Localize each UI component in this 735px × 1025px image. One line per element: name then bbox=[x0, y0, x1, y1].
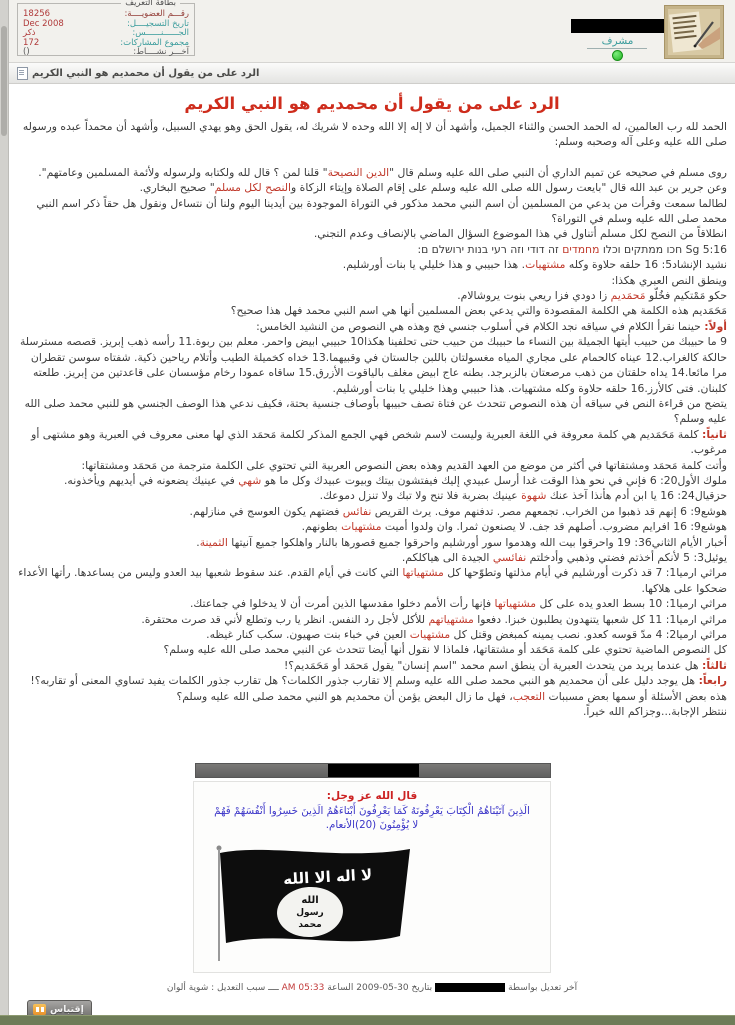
post-paragraph bbox=[17, 627, 727, 642]
post-paragraph bbox=[17, 319, 727, 334]
red-term: نفائسي bbox=[492, 550, 527, 564]
post-paragraph bbox=[17, 288, 727, 303]
text-segment: كل النصوص الماضية تحتوي على كلمة مَحَمَد أو مشتقاتها، فلماذا لا نقول أنها أيضا تتحدث عن النبي محمد صلى الله عليه وسلم؟ bbox=[163, 643, 727, 657]
text-segment: عينيك بضربة فلا تنح ولا تبك ولا تنزل دموعك. bbox=[319, 489, 522, 503]
text-segment: . bbox=[196, 535, 200, 549]
text-segment: " قلنا لمن ؟ قال لله ولكتابه ولرسوله ولأئمة المسلمين وعامتهم". bbox=[38, 165, 328, 179]
post-paragraph bbox=[17, 396, 727, 427]
red-term: التعجب bbox=[512, 689, 546, 703]
post-paragraph bbox=[17, 273, 727, 288]
red-term: مشتهياتها bbox=[494, 597, 537, 611]
red-term: النصح لكل مسلم bbox=[214, 181, 292, 195]
text-segment: Sg 5:16 חכו ממתקים וכלו bbox=[599, 242, 727, 256]
text-segment: זה דודי וזה רעי בנות ירושלם ם: bbox=[417, 242, 563, 256]
online-status-icon bbox=[612, 50, 623, 61]
post-body bbox=[9, 84, 735, 1015]
black-flag-image bbox=[210, 844, 422, 964]
signature-box bbox=[193, 781, 551, 973]
post-paragraph bbox=[17, 334, 727, 396]
quote-button-label: إقتباس bbox=[50, 1004, 84, 1015]
profile-row-value: ذكر bbox=[23, 28, 36, 39]
edit-editor-redacted bbox=[435, 983, 505, 992]
thread-title-bar bbox=[9, 62, 735, 84]
post-paragraph bbox=[17, 535, 727, 550]
user-role-label: مشرف bbox=[601, 35, 634, 47]
post-paragraph bbox=[17, 550, 727, 565]
avatar[interactable] bbox=[665, 6, 723, 58]
post-paragraph bbox=[17, 150, 727, 165]
scrollbar-thumb[interactable] bbox=[1, 26, 7, 136]
profile-row-value: () bbox=[23, 47, 30, 58]
text-segment: مراثي ارميا1: 10 بسط العدو يده على كل bbox=[536, 597, 727, 611]
post-paragraph bbox=[17, 519, 727, 534]
post-paragraph bbox=[17, 704, 727, 719]
text-segment: مَحَمَديم هذه الكلمة هي الكلمة المقصودة والتي يدعي بعض المسلمين أنها هي اسم النبي محمد فهل هذا صحيح؟ bbox=[230, 304, 727, 318]
text-segment: روى مسلم في صحيحه عن تميم الداري أن النبي صلى الله عليه وسلم قال " bbox=[389, 165, 727, 179]
red-term: مشتهيات bbox=[341, 520, 382, 534]
profile-rows bbox=[23, 10, 189, 58]
post-paragraph-hebrew bbox=[17, 242, 727, 257]
red-term: الثمينة bbox=[199, 535, 228, 549]
text-segment: هوشع9: 6 إنهم قد ذهبوا من الخراب. تجمعهم مصر. تدفنهم موف. يرث القريص bbox=[371, 504, 727, 518]
edit-note-date: بتاريخ 30-05-2009 الساعة bbox=[327, 983, 433, 994]
text-segment: وأتت كلمة مَحمَد ومشتقاتها في أكثر من موضع من العهد القديم وهذه بعض النصوص العربية التي تحتوي على الكلمة مترجمة من مَحمَد ومشتقاتها: bbox=[81, 458, 727, 472]
profile-row-value: 172 bbox=[23, 37, 40, 48]
signature-name-redacted bbox=[328, 764, 419, 777]
text-segment: هل عندما يريد من يتحدث العبرية أن ينطق اسم محمد "اسم إنسان" يقول مَحمَد أو مَحَمَديم؟! bbox=[283, 658, 703, 672]
text-segment: الحمد لله رب العالمين، له الحمد الحسن والثناء الجميل، وأشهد أن لا إله إلا الله وحده لا شريك له، يقول الحق وهو يهدي السبيل، وأشهد أن محمداً عبده ورسوله صلى الله عليه وعلى آله وصحبه وسلم: bbox=[22, 120, 727, 149]
username-redacted[interactable] bbox=[571, 19, 664, 33]
profile-row bbox=[23, 48, 189, 58]
post-paragraph bbox=[17, 180, 727, 195]
text-segment: " صحيح البخاري. bbox=[139, 181, 215, 195]
profile-row-label: الجــــــنــــــس: bbox=[132, 28, 189, 39]
svg-text:لا اله الا الله: لا اله الا الله bbox=[282, 866, 373, 889]
text-segment: مراثي ارميا1: 7 قد ذكرت أورشليم في أيام مذلتها وتطوّحها كل bbox=[443, 566, 727, 580]
post-header bbox=[9, 0, 735, 62]
thread-title: الرد على من يقول أن محمديم هو النبي الكريم bbox=[32, 67, 260, 79]
post-paragraph bbox=[17, 596, 727, 611]
text-segment: فإنها رأت الأمم دخلوا مقدسها الذين أمرت أن لا يدخلوا في جماعتك. bbox=[190, 597, 495, 611]
post-paragraph bbox=[17, 504, 727, 519]
text-segment: هوشع9: 16 افرايم مضروب. أصلهم قد جف. لا يصنعون ثمرا. وان ولدوا أميت bbox=[381, 520, 727, 534]
text-segment: العين في خباء بنت صهيون. سكب كنار غيظه. bbox=[206, 628, 410, 641]
profile-card bbox=[17, 0, 195, 58]
red-term: نفائس bbox=[342, 504, 372, 518]
post-paragraph bbox=[17, 303, 727, 318]
post-paragraph bbox=[17, 257, 727, 272]
svg-text:الله: الله bbox=[301, 895, 319, 907]
text-segment: هذه بعض الأسئلة أو سمها بعض مسببات bbox=[545, 689, 727, 703]
signature-banner bbox=[195, 763, 551, 778]
profile-row-label: تاريخ التسجيــــل: bbox=[126, 18, 189, 29]
profile-row-label: آخـــر نشــــاط: bbox=[133, 47, 189, 58]
text-segment: للأكل لأجل رد النفس. انظر يا رب وتطلع لأني قد صرت محتقرة. bbox=[141, 612, 429, 626]
text-segment: كلمة مَحَمَديم هي كلمة معروفة في اللغة العبرية وليست لاسم شخص فهي الجمع المذكر لكلمة مَحمَد الذي لها معنى معروف في العبرية وهو مشتهى أو مرغوب. bbox=[31, 427, 727, 457]
signature bbox=[193, 763, 551, 973]
text-segment: هل يوجد دليل على أن محمديم هو النبي محمد صلى الله عليه وسلم إلا تقارب جذور الكلمات؟ هل تقارب جذور الكلمات يفيد تساوي المعنى أو تقاربه؟! bbox=[30, 674, 699, 688]
text-segment: ملوك الأول20: 6 فإني في نحو هذا الوقت غدا أرسل عبيدي إليك فيفتشون بيتك وبيوت عبيدك وكل ما هو bbox=[261, 473, 727, 487]
post-paragraph bbox=[17, 119, 727, 150]
text-segment: مراثي ارميا1: 11 كل شعبها يتنهدون يطلبون خبزا. دفعوا bbox=[473, 612, 727, 626]
text-segment: حينما نقرأ الكلام في سياقه نجد الكلام في أسلوب جنسي فج وهذه هي النصوص من النشيد الخامس: bbox=[256, 319, 705, 333]
red-term: الدين النصيحة bbox=[327, 165, 390, 179]
profile-card-legend: بطاقة التعريف bbox=[121, 0, 180, 8]
text-segment: لطالما سمعت وقرأت من يدعي من المسلمين أن اسم النبي محمد مذكور في التوراة الموجودة بين أيدينا اليوم ولنا أن نتساءل ونقول هل حقاً ذكر اسم النبي محمد صلى الله عليه وسلم في التوراة؟ bbox=[36, 196, 727, 226]
post-paragraph bbox=[17, 458, 727, 473]
text-segment: فضتهم يكون العوسج في منازلهم. bbox=[189, 504, 343, 518]
user-divider bbox=[587, 48, 647, 49]
post-title: الرد على من يقول أن محمديم هو النبي الكريم bbox=[184, 94, 560, 113]
text-segment: انطلاقاً من النصح لكل مسلم أتناول في هذا الموضوع السؤال الماضي بالإنصاف وعدم التجني. bbox=[313, 227, 727, 241]
post-paragraph bbox=[17, 658, 727, 673]
text-segment: في عينيك يضعونه في أيديهم ويأخذونه. bbox=[63, 473, 239, 487]
text-segment: ، فهل ما زال البعض يؤمن أن محمديم هو النبي محمد صلى الله عليه وسلم؟ bbox=[176, 689, 513, 703]
post-paragraphs bbox=[17, 119, 727, 719]
post-paragraph bbox=[17, 473, 727, 488]
red-term: מחמדים bbox=[562, 242, 600, 256]
red-term: شهوة bbox=[521, 489, 547, 503]
profile-row-value: 18256 bbox=[23, 9, 51, 19]
red-term: مَحمَديم bbox=[610, 289, 646, 303]
profile-row-value: Dec 2008 bbox=[23, 18, 64, 29]
red-term: أولاً: bbox=[704, 319, 727, 333]
text-segment: نشيد الإنشاد5: 16 حلقه حلاوة وكله bbox=[565, 258, 727, 272]
flag-image-holder bbox=[200, 832, 544, 968]
text-segment: وعن جرير بن عبد الله قال "بايعت رسول الله صلى الله عليه وسلم على إقام الصلاة وإيتاء الزكاة و bbox=[291, 181, 727, 195]
red-term: ثانياً: bbox=[702, 427, 727, 441]
text-segment: بطونهم. bbox=[301, 520, 342, 534]
text-segment: ننتظر الإجابة...وجزاكم الله خيراً. bbox=[583, 705, 727, 719]
post-paragraph bbox=[17, 612, 727, 627]
signature-verse: الَذِينَ آتَيْنَاهُمُ الْكِتَابَ يَعْرِفُونَهُ كَمَا يَعْرِفُونَ أَبْنَاءَهُمُ الَذِينَ خَسِرُوا أَنْفُسَهُمْ فَهُمْ لا يُؤْمِنُونَ (20)الأنعام. bbox=[214, 805, 530, 832]
profile-row-label: رقـــم العضويــــة: bbox=[124, 9, 189, 19]
post-paragraph bbox=[17, 165, 727, 180]
text-segment: الجيدة الى هياكلكم. bbox=[401, 550, 493, 564]
edit-note-prefix: آخر تعديل بواسطة bbox=[508, 983, 578, 994]
post-paragraph bbox=[17, 196, 727, 227]
svg-text:رسول: رسول bbox=[296, 908, 324, 919]
post-paragraph bbox=[17, 488, 727, 503]
text-segment: يوئيل3: 5 لأنكم أخذتم فضتي وذهبي وأدخلتم bbox=[526, 550, 727, 564]
text-segment: زا دودي فزا ريعي بنوت يروشالام. bbox=[457, 289, 611, 303]
post-status-icon bbox=[17, 67, 28, 80]
text-segment: يتضح من قراءة النص في سياقه أن هذه النصوص تتحدث عن فتاة تصف حبيبها بأوصاف جنسية بحتة، فكيف ندعي هذا الوصف الجنسي هو للنبي محمد صلى الله عليه وسلم؟ bbox=[24, 396, 727, 426]
red-term: مشتهيات bbox=[525, 258, 566, 272]
post-paragraph bbox=[17, 226, 727, 241]
post-paragraph bbox=[17, 565, 727, 596]
post-paragraph bbox=[17, 689, 727, 704]
edit-note-time: 05:33 AM bbox=[281, 983, 325, 994]
red-term: ثالثاً: bbox=[702, 658, 727, 672]
svg-text:محمد: محمد bbox=[298, 920, 322, 931]
post-paragraph bbox=[17, 427, 727, 458]
text-segment: التي كانت في أيام القدم. عند سقوط شعبها بيد العدو وليس من يساعدها. رأتها الأعداء ضحكوا على هلاكها. bbox=[18, 566, 727, 595]
profile-row-label: مجموع المشاركات: bbox=[120, 37, 189, 48]
red-term: مشتهياتهم bbox=[428, 612, 474, 626]
text-segment: أخبار الأيام الثاني36: 19 واحرقوا بيت الله وهدموا سور أورشليم واحرقوا جميع قصورها بالنار واهلكوا جميع آنيتها bbox=[227, 535, 727, 549]
text-segment: مراثي ارميا2: 4 مدّ قوسه كعدو. نصب يمينه كمبغض وقتل كل bbox=[450, 628, 727, 641]
red-term: رابعاً: bbox=[698, 674, 727, 688]
page-scrollbar[interactable] bbox=[0, 0, 9, 1024]
avatar-image bbox=[668, 9, 720, 55]
red-term: مشتهيات bbox=[409, 628, 451, 641]
text-segment: . هذا حبيبي و هذا خليلي يا بنات أورشليم. bbox=[342, 258, 526, 272]
post-paragraph bbox=[17, 673, 727, 688]
post-paragraph bbox=[17, 642, 727, 657]
text-segment: حكو مَمْتكيم فخُلّو bbox=[645, 289, 727, 303]
quote-icon bbox=[33, 1004, 46, 1015]
last-edit-note bbox=[162, 983, 582, 993]
signature-intro: قال الله عز وجل: bbox=[326, 790, 418, 803]
red-term: مشتهياتها bbox=[402, 566, 444, 580]
text-segment: وينطق النص العبري هكذا: bbox=[611, 273, 727, 287]
text-segment: حزقيال24: 16 يا ابن أدم هأنذا آخذ عنك bbox=[546, 489, 727, 503]
edit-note-reason: ــــ سبب التعديل : شوية ألوان bbox=[166, 983, 279, 994]
red-term: شهي bbox=[238, 473, 262, 487]
text-segment: 9 ما حبيبك من حبيب أيتها الجميلة بين النساء ما حبيبك من حبيب حتى تحلفينا هكذا10 حبيبي ابيض واحمر. معلم بين ربوة.11 رأسه ذهب إبريز. قصصه مسترسلة حالكة كالغراب.12 عيناه كالحمام على مجاري المياه مغسولتان باللبن جالستان في وقبيهما.13 خداه كخميلة الطيب وأتلام رياحين ذكية. شفتاه سوسن تقطران مرا مائعا.14 يداه حلقتان من ذهب مرصعتان بالزبرجد. بطنه عاج ابيض مغلف بالياقوت الأزرق.15 ساقاه عمودا رخام مؤسسان على قاعدتين من إبريز. طلعته كلبنان. فتى كالأرز.16 حلقه حلاوة وكله مشتهيات. هذا حبيبي وهذا خليلي يا بنات أورشليم. bbox=[20, 335, 727, 395]
